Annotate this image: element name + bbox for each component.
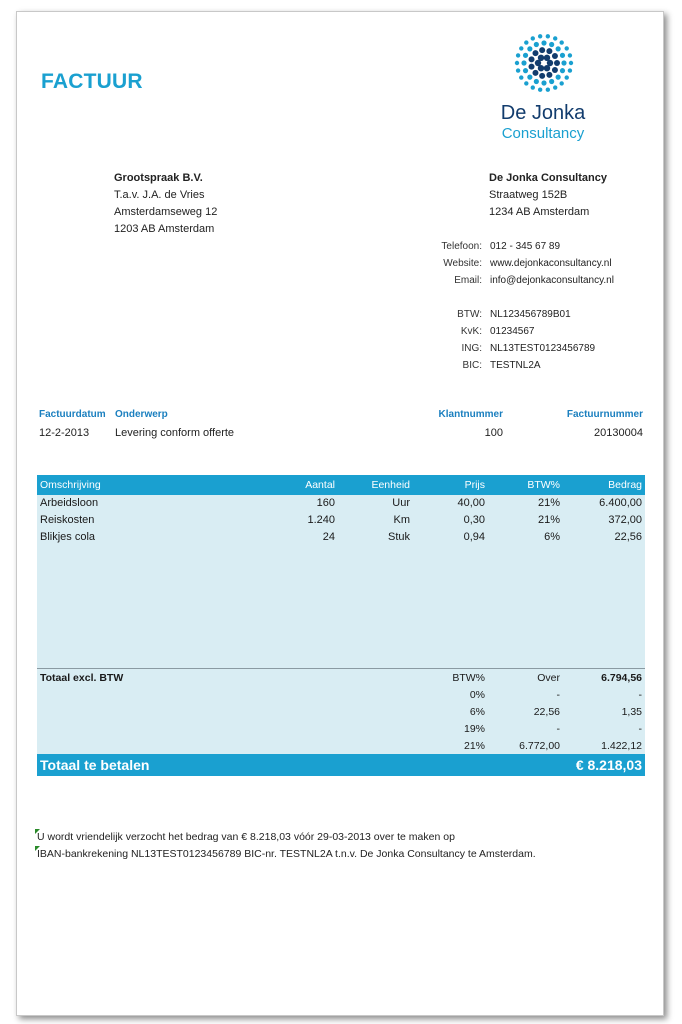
grand-total-bar [37, 754, 645, 776]
col-vat: BTW% [527, 479, 560, 491]
vat-line-rate: 0% [469, 689, 485, 701]
row-amount: 22,56 [614, 531, 642, 543]
row-amount: 6.400,00 [599, 497, 642, 509]
col-quantity: Aantal [305, 479, 335, 491]
logo-dot [560, 53, 565, 58]
invoice-number-label: Factuurnummer [566, 409, 643, 420]
logo-dot [565, 75, 569, 79]
logo-dot [538, 88, 542, 92]
logo-dot [515, 61, 519, 65]
logo-dot [523, 53, 528, 58]
logo-dot [524, 81, 528, 85]
table-row [37, 512, 645, 529]
contact-info [417, 238, 614, 374]
logo-dot [553, 85, 557, 89]
bic-code: TESTNL2A [490, 360, 541, 371]
logo-dot [519, 46, 523, 50]
col-unit: Eenheid [371, 479, 410, 491]
customer-address [114, 170, 217, 238]
payment-note-line1: U wordt vriendelijk verzocht het bedrag van € 8.218,03 vóór 29-03-2013 over te maken op [37, 829, 536, 846]
logo-dot [565, 46, 569, 50]
vat-line-rate: 21% [463, 740, 485, 752]
invoice-table [37, 475, 645, 776]
logo-dot [552, 53, 558, 59]
logo-dot [527, 75, 532, 80]
col-amount: Bedrag [608, 479, 642, 491]
vat-line-over: - [556, 689, 560, 701]
vat-line-amount: - [638, 689, 642, 701]
logo-dot [541, 80, 546, 85]
client-label: Klantnummer [438, 409, 503, 420]
logo-dot [559, 40, 563, 44]
client-number: 100 [484, 427, 503, 439]
logo-dot [549, 79, 554, 84]
invoice-title: FACTUUR [41, 70, 143, 93]
logo-dot [534, 42, 539, 47]
row-description: Arbeidsloon [40, 497, 99, 509]
logo-dot [560, 68, 565, 73]
row-price: 0,30 [463, 514, 485, 526]
logo-dot [519, 75, 523, 79]
logo-dot [554, 60, 560, 66]
table-row [37, 529, 645, 546]
kvk-number: 01234567 [490, 326, 535, 337]
bank-account: NL13TEST0123456789 [490, 343, 596, 354]
website-value: www.dejonkaconsultancy.nl [490, 258, 612, 269]
logo-dot [516, 68, 520, 72]
contact-label: Website: [443, 258, 482, 269]
registration-label: BIC: [462, 360, 482, 371]
logo-dot [534, 79, 539, 84]
logo-dot [546, 72, 552, 78]
vat-line-over: 6.772,00 [519, 740, 560, 752]
vat-over-header: Over [537, 672, 560, 684]
logo-dot [516, 53, 520, 57]
vat-line-over: 22,56 [533, 706, 560, 718]
vat-line-amount: 1,35 [621, 706, 642, 718]
company-logo [493, 32, 603, 144]
table-items [37, 495, 645, 668]
logo-dot [544, 65, 550, 71]
logo-dot [529, 56, 535, 62]
row-vat: 21% [537, 514, 560, 526]
row-quantity: 1.240 [307, 514, 335, 526]
email-value: info@dejonkaconsultancy.nl [490, 275, 614, 286]
customer-attention: T.a.v. J.A. de Vries [114, 189, 205, 201]
logo-dot [539, 73, 545, 79]
row-description: Blikjes cola [40, 531, 96, 543]
logo-name-line2: Consultancy [501, 125, 585, 142]
logo-dots-icon [513, 32, 575, 94]
row-vat: 6% [544, 531, 560, 543]
table-header [37, 475, 645, 495]
date-label: Factuurdatum [39, 409, 106, 420]
sender-city: 1234 AB Amsterdam [489, 206, 590, 218]
logo-dot [538, 34, 542, 38]
invoice-page [16, 11, 664, 1016]
table-row [37, 495, 645, 512]
logo-dot [524, 40, 528, 44]
payment-note-line2: IBAN-bankrekening NL13TEST0123456789 BIC-nr. TESTNL2A t.n.v. De Jonka Consultancy te Amsterdam. [37, 846, 536, 863]
logo-dot [552, 67, 558, 73]
logo-dot [523, 68, 528, 73]
contact-label: Email: [454, 275, 482, 286]
row-quantity: 160 [316, 497, 335, 509]
vat-line-amount: 1.422,12 [601, 740, 642, 752]
grand-total-label: Totaal te betalen [40, 757, 150, 773]
payment-note [37, 829, 536, 863]
vat-line-amount: - [638, 723, 642, 735]
vat-line-rate: 19% [463, 723, 485, 735]
logo-dot [541, 40, 546, 45]
logo-dot [559, 81, 563, 85]
registration-label: KvK: [460, 326, 482, 337]
row-unit: Stuk [387, 531, 410, 543]
logo-dot [568, 53, 572, 57]
logo-dot [529, 64, 535, 70]
col-price: Prijs [464, 479, 485, 491]
logo-dot [561, 60, 566, 65]
registration-label: ING: [461, 343, 482, 354]
sender-address [489, 170, 607, 221]
logo-dot [556, 75, 561, 80]
total-excl-label: Totaal excl. BTW [40, 672, 124, 684]
phone-value: 012 - 345 67 89 [490, 241, 561, 252]
row-quantity: 24 [322, 531, 335, 543]
total-excl-amount: 6.794,56 [601, 672, 642, 684]
sender-street: Straatweg 152B [489, 189, 568, 201]
row-amount: 372,00 [608, 514, 642, 526]
logo-dot [532, 50, 538, 56]
invoice-date: 12-2-2013 [39, 427, 90, 439]
vat-line-rate: 6% [469, 706, 485, 718]
logo-dot [546, 88, 550, 92]
logo-dot [527, 46, 532, 51]
customer-city: 1203 AB Amsterdam [114, 223, 215, 235]
registration-label: BTW: [457, 309, 482, 320]
logo-name-line1: De Jonka [500, 102, 586, 124]
vat-line-over: - [556, 723, 560, 735]
logo-dot [546, 48, 552, 54]
row-unit: Km [393, 514, 410, 526]
contact-label: Telefoon: [441, 241, 482, 252]
logo-dot [569, 61, 573, 65]
grand-total-amount: € 8.218,03 [575, 757, 642, 773]
row-price: 0,94 [463, 531, 485, 543]
sender-company: De Jonka Consultancy [489, 172, 607, 184]
customer-street: Amsterdamseweg 12 [114, 206, 218, 218]
logo-dot [538, 55, 544, 61]
logo-dot [553, 36, 557, 40]
logo-dot [532, 70, 538, 76]
row-unit: Uur [392, 497, 410, 509]
logo-dot [544, 55, 550, 61]
logo-dot [546, 34, 550, 38]
invoice-subject: Levering conform offerte [115, 427, 235, 439]
customer-company: Grootspraak B.V. [114, 172, 203, 184]
logo-dot [568, 68, 572, 72]
vat-rate-header: BTW% [452, 672, 485, 684]
subject-label: Onderwerp [115, 409, 168, 420]
col-description: Omschrijving [40, 479, 101, 491]
logo-dot [549, 42, 554, 47]
row-price: 40,00 [457, 497, 485, 509]
logo-dot [556, 46, 561, 51]
logo-dot [539, 47, 545, 53]
logo-dot [531, 85, 535, 89]
row-vat: 21% [537, 497, 560, 509]
vat-number: NL123456789B01 [490, 309, 571, 320]
totals-block [37, 669, 645, 754]
logo-dot [531, 36, 535, 40]
logo-dot [521, 60, 526, 65]
invoice-number: 20130004 [594, 427, 643, 439]
row-description: Reiskosten [40, 514, 95, 526]
